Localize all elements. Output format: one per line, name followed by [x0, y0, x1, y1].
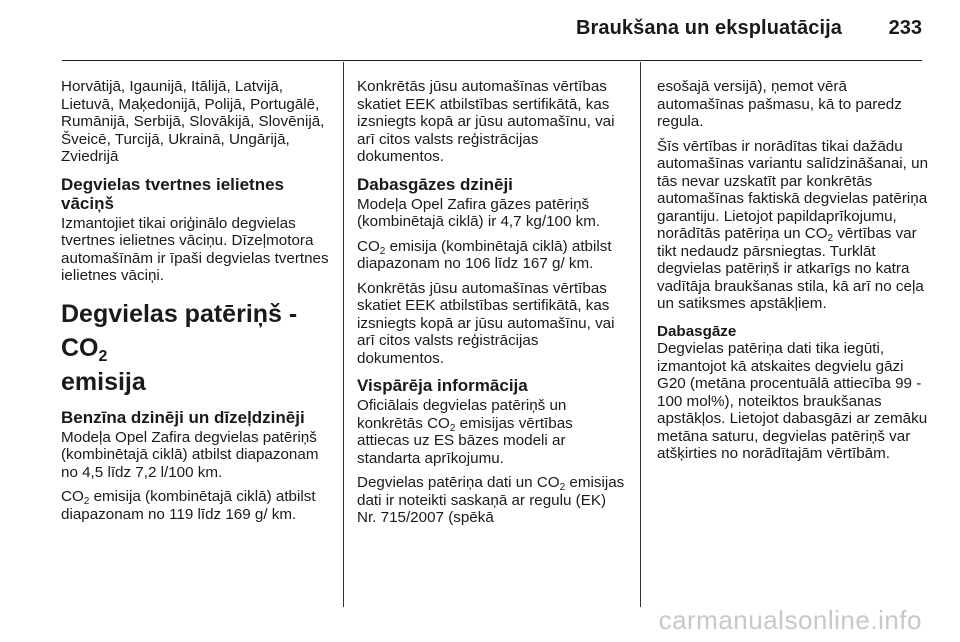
column-1	[61, 78, 333, 530]
page-header	[0, 0, 960, 62]
values-reference-text-2: Konkrētās jūsu automašīnas vērtības skatiet EEK atbilstības sertifikātā, kas izsniegts kopā ar jūsu automašīnu, vai arī citos valsts reģistrācijas dokumentos.	[357, 279, 615, 367]
heading-general-info: Vispārēja informācija	[357, 376, 528, 395]
section-title: Braukšana un ekspluatācija	[575, 17, 842, 39]
natural-gas-text: Degvielas patēriņa dati tika iegūti, izmantojot kā atskaites degvielu gāzi G20 (metāna procentuālā attiecība 99 - 100 mol%), noteiktos braukšanas apstākļos. Lietojot dabasgāzi ar zemāku metāna saturu, degvielas patēriņš var atšķirties no norādītajām vērtībām.	[657, 340, 928, 462]
gas-co2-sub: 2	[379, 245, 386, 257]
petrol-co2-text	[61, 488, 333, 523]
column-3	[657, 78, 929, 470]
comparison-a: Šīs vērtības ir norādītas tikai dažādu automašīnas variantu salīdzināšanai, un tās nevar uzskatīt par konkrētās automašīnas faktiskā degvielas patēriņa garantiju. Lietojot papildaprīkojumu, norādītās patēriņa un CO	[657, 137, 929, 242]
column-divider-2	[640, 62, 641, 607]
regulation-a: Degvielas patēriņa dati un CO	[357, 474, 560, 491]
fuel-cap-text: Izmantojiet tikai oriģinālo degvielas tvertnes ielietnes vāciņu. Dīzeļmotora automašīnām ir īpaši degvielas tvertnes ielietnes vāciņi.	[61, 214, 329, 284]
comparison-text	[657, 138, 929, 313]
heading-consumption	[61, 297, 333, 399]
petrol-co2-b: emisija (kombinētajā ciklā) atbilst diapazonam no 119 līdz 169 g/ km.	[61, 488, 316, 523]
regulation-text	[357, 474, 629, 527]
heading-natural-gas-engines: Dabasgāzes dzinēji	[357, 174, 513, 194]
values-reference-text-1: Konkrētās jūsu automašīnas vērtības skatiet EEK atbilstības sertifikātā, kas izsniegts kopā ar jūsu automašīnu, vai arī citos valsts reģistrācijas dokumentos.	[357, 78, 615, 165]
general-info-a: Oficiālais degvielas patēriņš un konkrētās CO	[357, 397, 567, 432]
heading-consumption-a: Degvielas patēriņš - CO	[61, 299, 298, 362]
watermark: carmanualsonline.info	[658, 605, 922, 635]
heading-petrol-diesel: Benzīna dzinēji un dīzeļdzinēji	[61, 407, 305, 427]
general-info-sub: 2	[449, 422, 456, 434]
gas-consumption-text: Modeļa Opel Zafira gāzes patēriņš (kombinētajā ciklā) ir 4,7 kg/100 km.	[357, 195, 601, 230]
comparison-sub: 2	[827, 233, 834, 244]
regulation-sub: 2	[559, 482, 566, 493]
column-divider-1	[343, 62, 344, 607]
petrol-co2-a: CO	[61, 488, 84, 505]
heading-consumption-sub: 2	[98, 347, 108, 365]
gas-co2-a: CO	[357, 237, 380, 255]
regulation-b: emisijas dati ir noteikti saskaņā ar regulu (EK) Nr. 715/2007 (spēkā	[357, 474, 625, 526]
petrol-consumption-text: Modeļa Opel Zafira degvielas patēriņš (kombinētajā ciklā) atbilst diapazonam no 4,5 līdz 7,2 l/100 km.	[61, 428, 319, 481]
column-2	[357, 78, 629, 534]
heading-fuel-cap: Degvielas tvertnes ielietnes vāciņš	[61, 174, 285, 213]
petrol-co2-sub: 2	[83, 496, 90, 507]
general-info-b: emisijas vērtības attiecas uz ES bāzes modeli ar standarta aprīkojumu.	[357, 414, 573, 467]
page-number: 233	[888, 17, 922, 39]
heading-natural-gas: Dabasgāze	[657, 322, 737, 340]
gas-co2-b: emisija (kombinētajā ciklā) atbilst diapazonam no 106 līdz 167 g/ km.	[357, 237, 612, 272]
header-divider	[62, 60, 922, 61]
heading-consumption-b: emisija	[61, 367, 146, 396]
country-list: Horvātijā, Igaunijā, Itālijā, Latvijā, Lietuvā, Maķedonijā, Polijā, Portugālē, Rumānijā, Serbijā, Slovākijā, Slovēnijā, Šveicē, Turcijā, Ukrainā, Ungārijā, Zviedrijā	[61, 78, 325, 165]
general-info-text	[357, 397, 629, 467]
gas-co2-text	[357, 238, 629, 273]
regulation-continued-text: esošajā versijā), ņemot vērā automašīnas pašmasu, kā to paredz regula.	[657, 78, 902, 130]
comparison-b: vērtības var tikt nedaudz pārsniegtas. Turklāt degvielas patēriņš ir atkarīgs no katra vadītāja braukšanas stila, kā arī no ceļa un satiksmes apstākļiem.	[657, 225, 924, 312]
